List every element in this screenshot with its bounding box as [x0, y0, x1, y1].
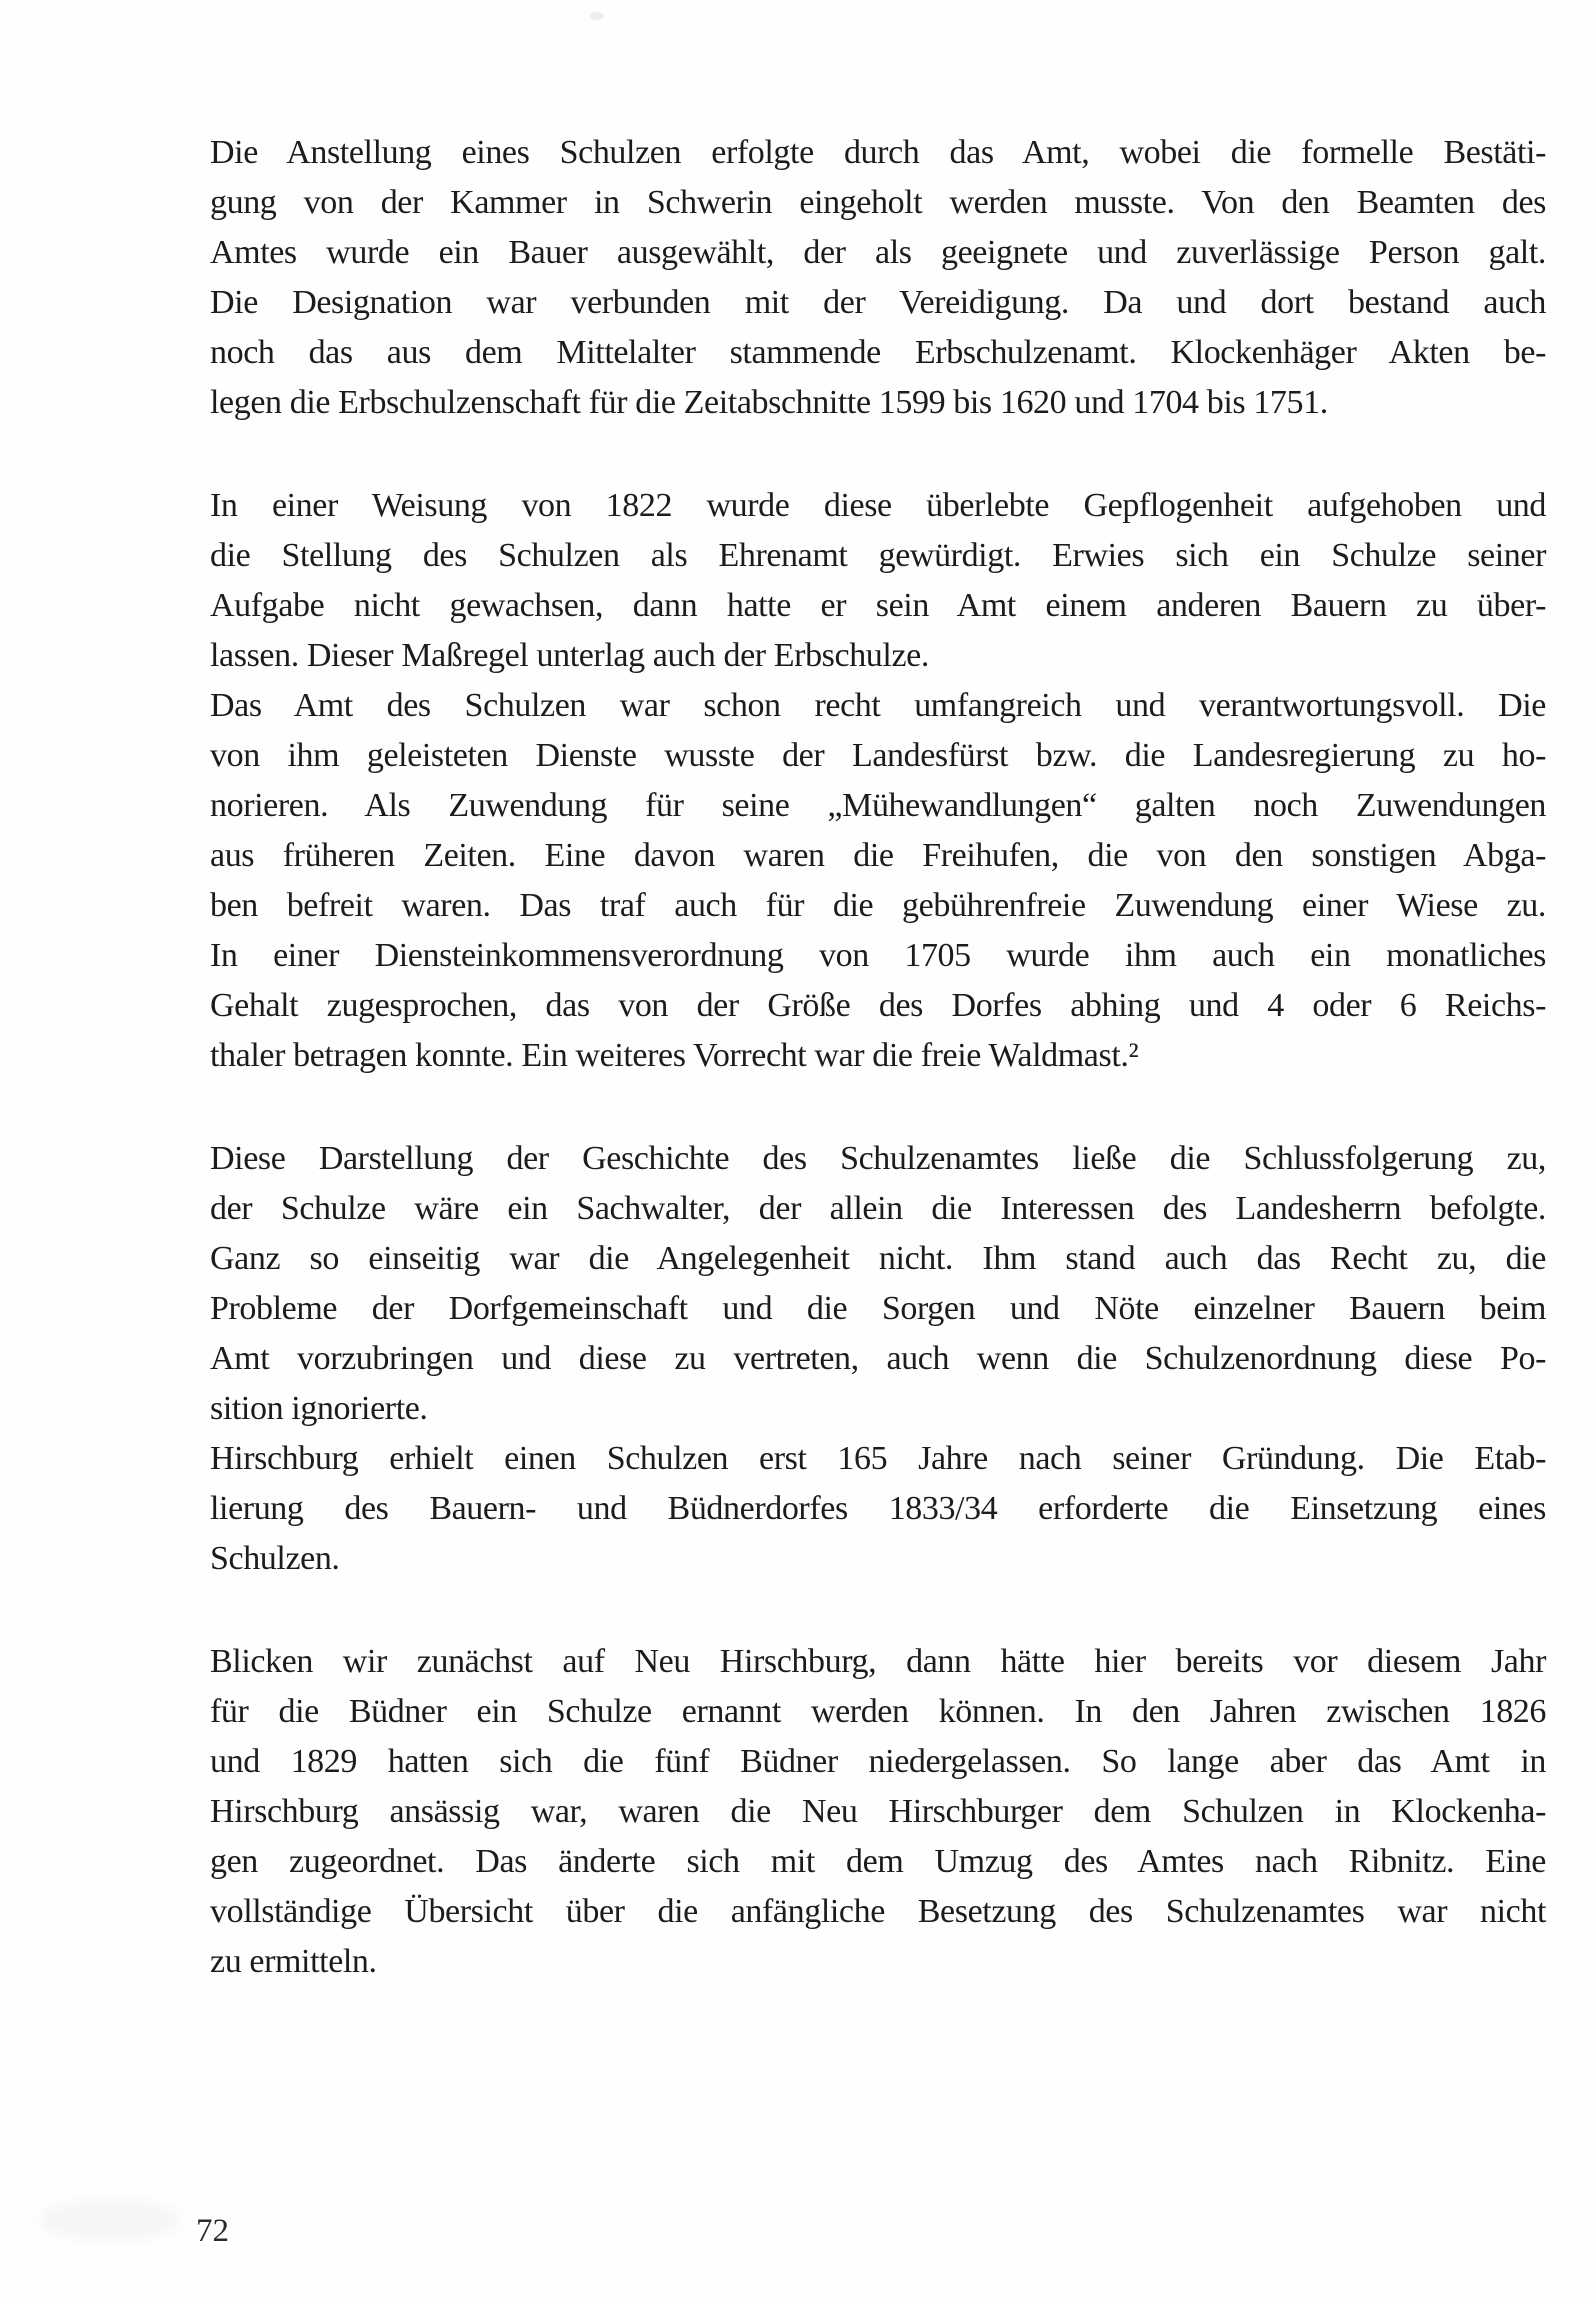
- text-line: Hirschburg erhielt einen Schulzen erst 165 Jahre nach seiner Gründung. Die Etab-: [210, 1440, 1546, 1477]
- text-line: der Schulze wäre ein Sachwalter, der allein die Interessen des Landesherrn befolgte.: [210, 1190, 1546, 1227]
- text-line: Ganz so einseitig war die Angelegenheit nicht. Ihm stand auch das Recht zu, die: [210, 1240, 1546, 1277]
- text-block: [210, 128, 1546, 1987]
- text-line: vollständige Übersicht über die anfängliche Besetzung des Schulzenamtes war nicht: [210, 1893, 1546, 1930]
- text-line: die Stellung des Schulzen als Ehrenamt gewürdigt. Erwies sich ein Schulze seiner: [210, 537, 1546, 574]
- paragraph: [210, 1434, 1546, 1584]
- text-line: Blicken wir zunächst auf Neu Hirschburg, dann hätte hier bereits vor diesem Jahr: [210, 1643, 1546, 1680]
- text-line: Diese Darstellung der Geschichte des Schulzenamtes ließe die Schlussfolgerung zu,: [210, 1140, 1546, 1177]
- paragraph: [210, 481, 1546, 681]
- text-line: von ihm geleisteten Dienste wusste der Landesfürst bzw. die Landesregierung zu ho-: [210, 737, 1546, 774]
- text-line: ben befreit waren. Das traf auch für die gebührenfreie Zuwendung einer Wiese zu.: [210, 887, 1546, 924]
- paragraph: [210, 128, 1546, 428]
- paragraph: [210, 1134, 1546, 1434]
- text-line: gen zugeordnet. Das änderte sich mit dem Umzug des Amtes nach Ribnitz. Eine: [210, 1843, 1546, 1880]
- text-line: lierung des Bauern- und Büdnerdorfes 1833/34 erforderte die Einsetzung eines: [210, 1490, 1546, 1527]
- text-line: aus früheren Zeiten. Eine davon waren die Freihufen, die von den sonstigen Abga-: [210, 837, 1546, 874]
- text-line: norieren. Als Zuwendung für seine „Mühewandlungen“ galten noch Zuwendungen: [210, 787, 1546, 824]
- text-line: Das Amt des Schulzen war schon recht umfangreich und verantwortungsvoll. Die: [210, 687, 1546, 724]
- text-line: Probleme der Dorfgemeinschaft und die Sorgen und Nöte einzelner Bauern beim: [210, 1290, 1546, 1327]
- page-number: 72: [196, 2213, 229, 2249]
- text-line: Schulzen.: [210, 1540, 340, 1577]
- text-line: und 1829 hatten sich die fünf Büdner niedergelassen. So lange aber das Amt in: [210, 1743, 1546, 1780]
- scan-artifact-top: [590, 12, 604, 20]
- text-line: noch das aus dem Mittelalter stammende Erbschulzenamt. Klockenhäger Akten be-: [210, 334, 1546, 371]
- text-line: thaler betragen konnte. Ein weiteres Vorrecht war die freie Waldmast.²: [210, 1037, 1139, 1074]
- text-line: sition ignorierte.: [210, 1390, 428, 1427]
- scan-artifact-bottom: [40, 2200, 180, 2240]
- text-line: Gehalt zugesprochen, das von der Größe des Dorfes abhing und 4 oder 6 Reichs-: [210, 987, 1546, 1024]
- text-line: lassen. Dieser Maßregel unterlag auch der Erbschulze.: [210, 637, 929, 674]
- text-line: legen die Erbschulzenschaft für die Zeitabschnitte 1599 bis 1620 und 1704 bis 1751.: [210, 384, 1328, 421]
- paragraph: [210, 681, 1546, 1081]
- text-line: Hirschburg ansässig war, waren die Neu Hirschburger dem Schulzen in Klockenha-: [210, 1793, 1546, 1830]
- text-line: Amtes wurde ein Bauer ausgewählt, der als geeignete und zuverlässige Person galt.: [210, 234, 1546, 271]
- text-line: gung von der Kammer in Schwerin eingeholt werden musste. Von den Beamten des: [210, 184, 1546, 221]
- text-line: Die Anstellung eines Schulzen erfolgte durch das Amt, wobei die formelle Bestäti-: [210, 134, 1546, 171]
- text-line: Amt vorzubringen und diese zu vertreten, auch wenn die Schulzenordnung diese Po-: [210, 1340, 1546, 1377]
- text-line: Die Designation war verbunden mit der Vereidigung. Da und dort bestand auch: [210, 284, 1546, 321]
- text-line: für die Büdner ein Schulze ernannt werden können. In den Jahren zwischen 1826: [210, 1693, 1546, 1730]
- text-line: zu ermitteln.: [210, 1943, 377, 1980]
- text-line: Aufgabe nicht gewachsen, dann hatte er sein Amt einem anderen Bauern zu über-: [210, 587, 1546, 624]
- text-line: In einer Weisung von 1822 wurde diese überlebte Gepflogenheit aufgehoben und: [210, 487, 1546, 524]
- text-line: In einer Diensteinkommensverordnung von 1705 wurde ihm auch ein monatliches: [210, 937, 1546, 974]
- paragraph: [210, 1637, 1546, 1987]
